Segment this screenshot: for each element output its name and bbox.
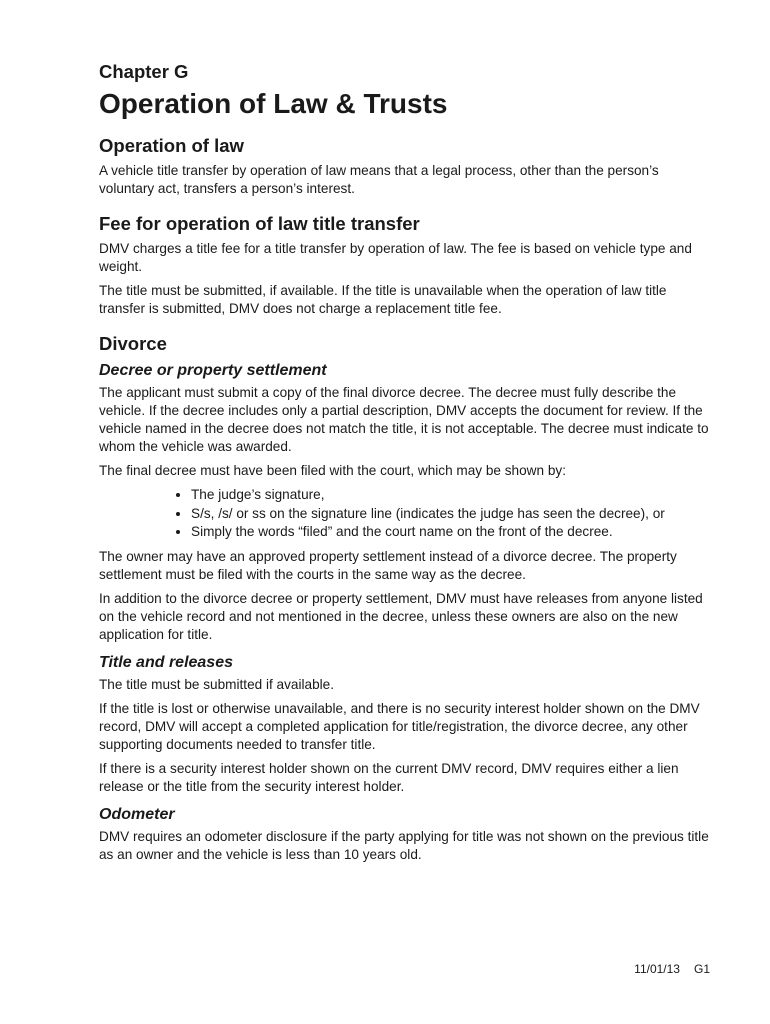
footer-page-number: G1 — [693, 962, 710, 976]
footer-date: 11/01/13 — [634, 962, 680, 976]
page-title: Operation of Law & Trusts — [99, 88, 448, 119]
releases-paragraph-3: If there is a security interest holder shown on the current DMV record, DMV requires either a lien release or the title from the security interest holder. — [99, 760, 679, 794]
chapter-label: Chapter G — [99, 61, 189, 82]
list-item: • Simply the words “filed” and the court name on the front of the decree. — [191, 523, 711, 542]
heading-operation-of-law: Operation of law — [99, 135, 244, 156]
list-item: • S/s, /s/ or ss on the signature line (indicates the judge has seen the decree), or — [191, 505, 711, 524]
list-item: • The judge’s signature, — [191, 486, 711, 505]
odometer-paragraph: DMV requires an odometer disclosure if the party applying for title was not shown on the previous title as an owner and the vehicle is less than 10 years old. — [99, 828, 709, 862]
fee-paragraph-1: DMV charges a title fee for a title transfer by operation of law. The fee is based on vehicle type and weight. — [99, 241, 692, 274]
releases-paragraph-2: If the title is lost or otherwise unavailable, and there is no security interest holder shown on the DMV record, DMV will accept a completed application for title/registration, the divorce decree, any other supporting documents needed to transfer title. — [99, 700, 700, 752]
subheading-decree: Decree or property settlement — [99, 362, 327, 379]
decree-paragraph-4: In addition to the divorce decree or property settlement, DMV must have releases from anyone listed on the vehicle record and not mentioned in the decree, unless these owners are also on the new application for title. — [99, 590, 703, 642]
fee-paragraph-2: The title must be submitted, if available. If the title is unavailable when the operation of law title transfer is submitted, DMV does not charge a replacement title fee. — [99, 283, 667, 316]
decree-paragraph-1: The applicant must submit a copy of the final divorce decree. The decree must fully describe the vehicle. If the decree includes only a partial description, DMV accepts the document for review. If the vehicle named in the decree does not match the title, it is not acceptable. The decree must indicate to whom the vehicle was awarded. — [99, 385, 709, 454]
operation-paragraph: A vehicle title transfer by operation of law means that a legal process, other than the person’s voluntary act, transfers a person’s interest. — [99, 163, 659, 196]
subheading-odometer: Odometer — [99, 805, 175, 823]
decree-paragraph-3: The owner may have an approved property settlement instead of a divorce decree. The property settlement must be filed with the courts in the same way as the decree. — [99, 548, 677, 582]
heading-fee: Fee for operation of law title transfer — [99, 213, 420, 234]
document-page — [99, 58, 711, 870]
filed-evidence-list — [99, 486, 711, 542]
decree-paragraph-2: The final decree must have been filed with the court, which may be shown by: — [99, 463, 566, 478]
heading-divorce: Divorce — [99, 333, 167, 354]
releases-paragraph-1: The title must be submitted if available. — [99, 676, 334, 692]
page-footer — [634, 962, 710, 976]
subheading-title-releases: Title and releases — [99, 653, 233, 671]
